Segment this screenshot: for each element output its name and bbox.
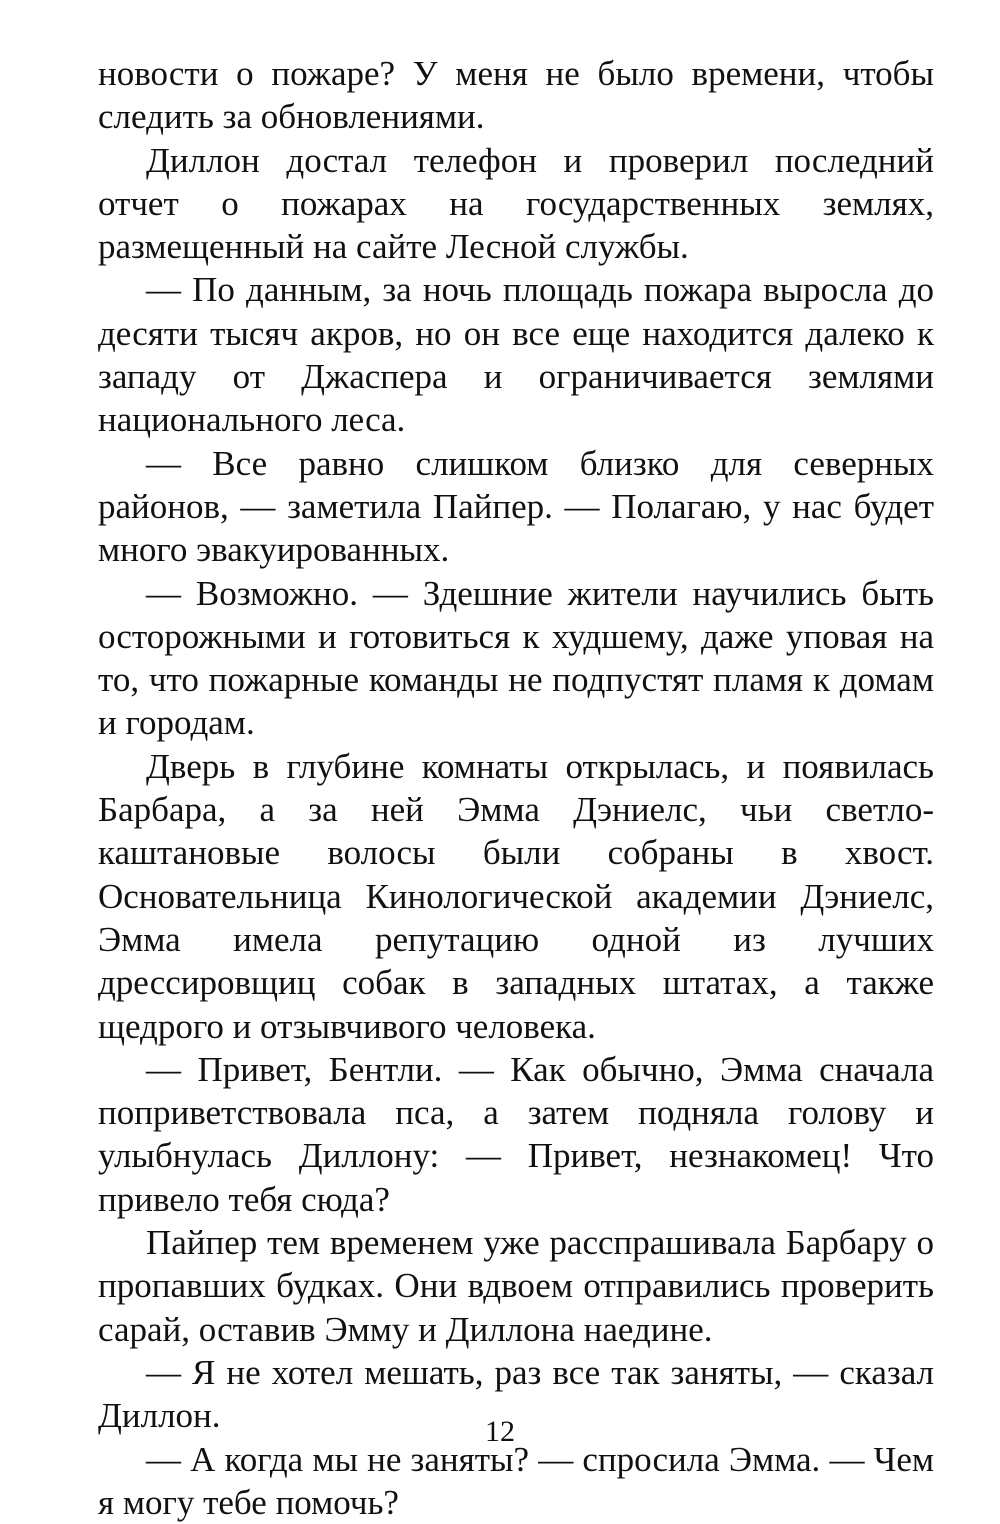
page-number: 12: [0, 1414, 1000, 1450]
paragraph: Пайпер тем временем уже расспрашивала Барбару о пропавших будках. Они вдвоем отправились проверить сарай, оставив Эмму и Диллона наедине.: [98, 1221, 934, 1351]
paragraph: — Привет, Бентли. — Как обычно, Эмма сначала поприветствовала пса, а затем подняла голову и улыбнулась Диллону: — Привет, незнакомец! Что привело тебя сюда?: [98, 1048, 934, 1221]
paragraph: — По данным, за ночь площадь пожара выросла до десяти тысяч акров, но он все еще находится далеко к западу от Джаспера и ограничивается землями национального леса.: [98, 268, 934, 441]
page-body: [98, 52, 934, 1524]
paragraph: Дверь в глубине комнаты открылась, и появилась Барбара, а за ней Эмма Дэниелс, чьи светло-каштановые волосы были собраны в хвост. Основательница Кинологической академии Дэниелс, Эмма имела репутацию одной из лучших дрессировщиц собак в западных штатах, а также щедрого и отзывчивого человека.: [98, 745, 934, 1048]
paragraph: Диллон достал телефон и проверил последний отчет о пожарах на государственных землях, размещенный на сайте Лесной службы.: [98, 139, 934, 269]
paragraph: — Я не хотел мешать, раз все так заняты, — сказал Диллон.: [98, 1351, 934, 1438]
paragraph: — Все равно слишком близко для северных районов, — заметила Пайпер. — Полагаю, у нас будет много эвакуированных.: [98, 442, 934, 572]
paragraph: — Возможно. — Здешние жители научились быть осторожными и готовиться к худшему, даже уповая на то, что пожарные команды не подпустят пламя к домам и городам.: [98, 572, 934, 745]
paragraph-continued: новости о пожаре? У меня не было времени, чтобы следить за обновлениями.: [98, 52, 934, 139]
paragraph: — А когда мы не заняты? — спросила Эмма. — Чем я могу тебе помочь?: [98, 1438, 934, 1524]
